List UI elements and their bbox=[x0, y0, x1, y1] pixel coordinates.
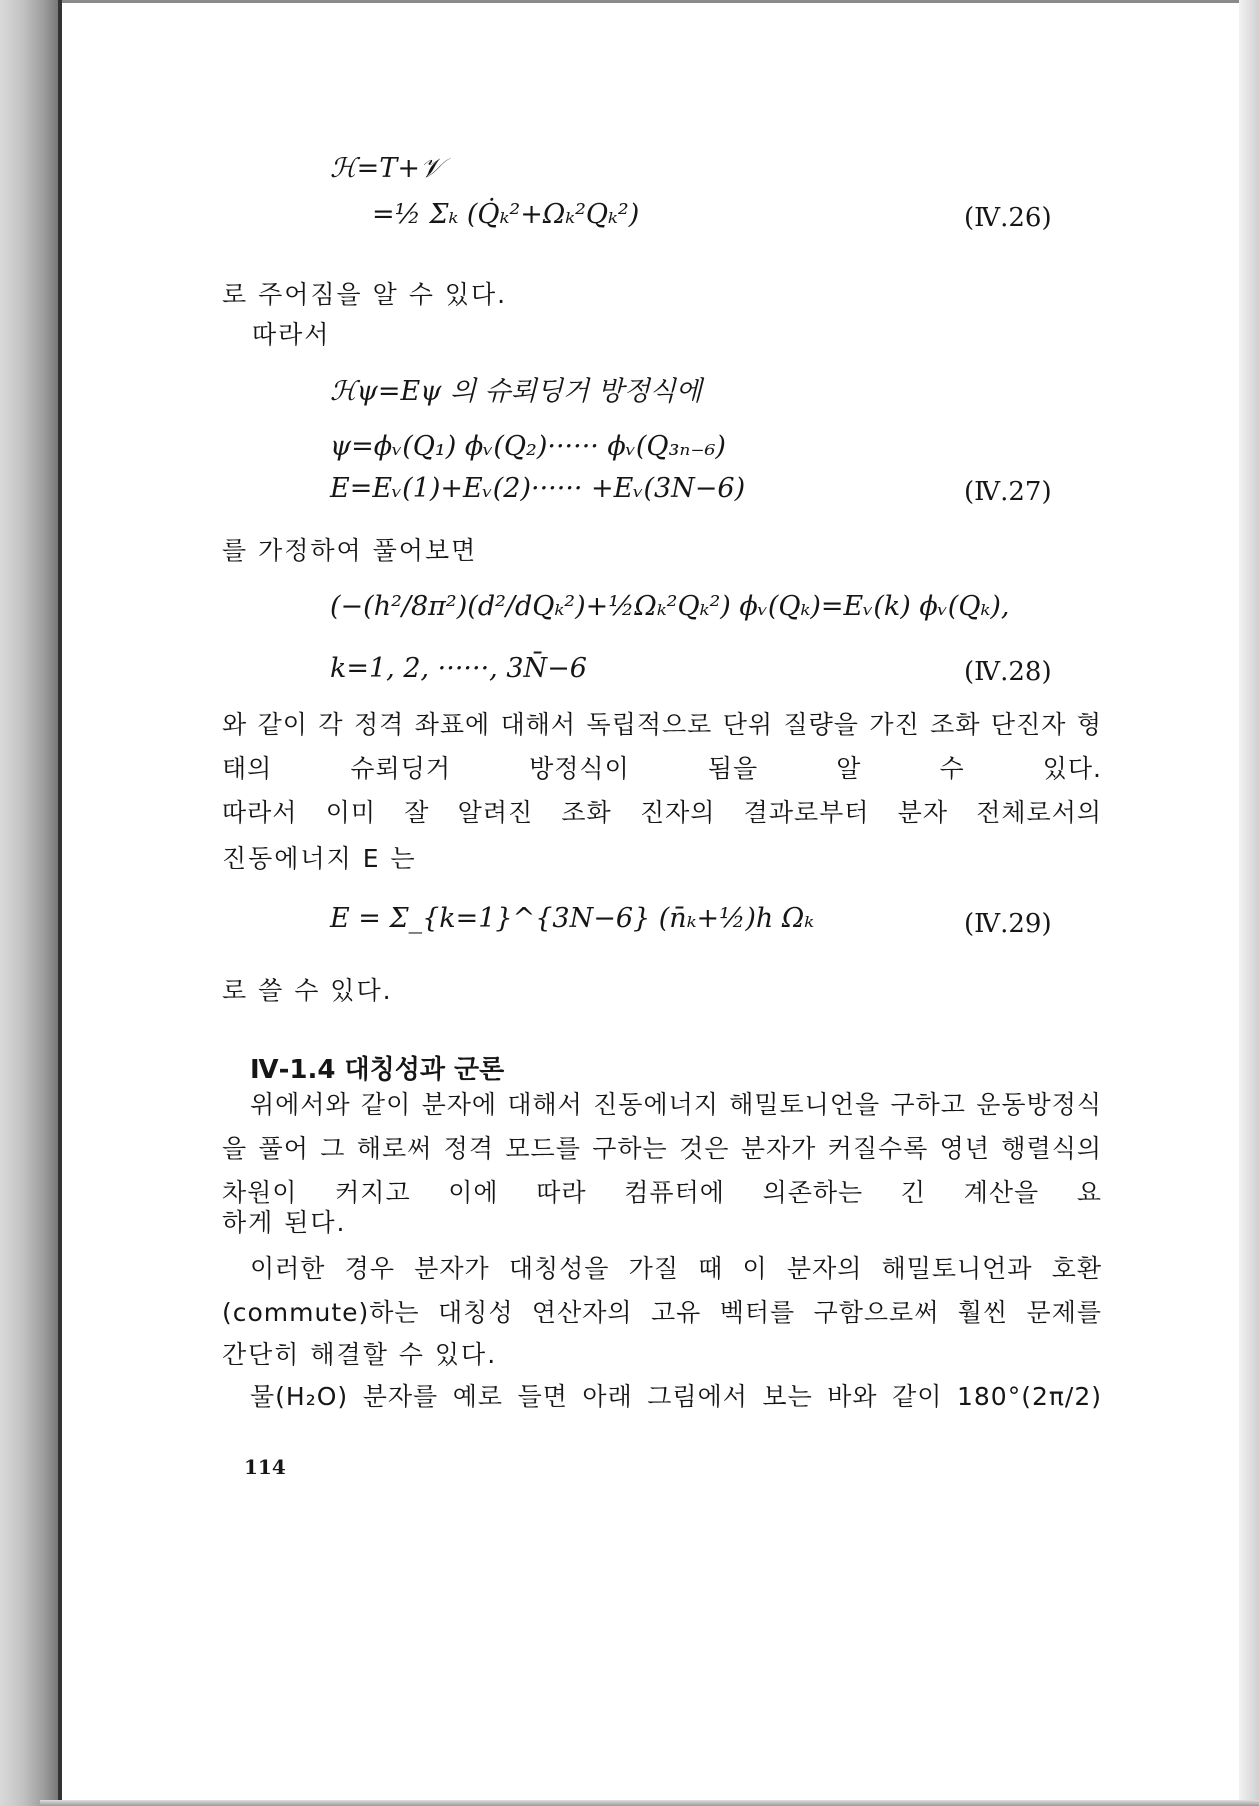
text-line-can-write: 로 쓸 수 있다. bbox=[222, 976, 393, 1005]
equation-27-line-2: E=Eᵥ(1)+Eᵥ(2)······ +Eᵥ(3N−6) bbox=[330, 473, 746, 504]
text-line-given: 로 주어짐을 알 수 있다. bbox=[222, 280, 508, 309]
equation-27-line-1: ψ=ϕᵥ(Q₁) ϕᵥ(Q₂)······ ϕᵥ(Q₃ₙ₋₆) bbox=[330, 431, 726, 462]
equation-26-line-2: =½ Σₖ (Q̇ₖ²+Ωₖ²Qₖ²) bbox=[372, 199, 640, 230]
section-paragraph-2-last: 간단히 해결할 수 있다. bbox=[222, 1340, 498, 1369]
section-heading: Ⅳ-1.4 대칭성과 군론 bbox=[250, 1055, 505, 1085]
book-page bbox=[66, 3, 1239, 1800]
section-paragraph-2: 이러한 경우 분자가 대칭성을 가질 때 이 분자의 해밀토니언과 호환(commute)하는 대칭성 연산자의 고유 벡터를 구함으로써 훨씬 문제를 bbox=[222, 1254, 1102, 1327]
equation-26-number: (Ⅳ.26) bbox=[964, 203, 1052, 233]
equation-29-number: (Ⅳ.29) bbox=[964, 909, 1052, 939]
page-number: 114 bbox=[244, 1455, 286, 1479]
equation-29: E = Σ_{k=1}^{3N−6} (n̄ₖ+½)h Ωₖ bbox=[330, 903, 815, 934]
equation-28-line-1: (−(h²/8π²)(d²/dQₖ²)+½Ωₖ²Qₖ²) ϕᵥ(Qₖ)=Eᵥ(k) ϕᵥ(Qₖ), bbox=[330, 591, 1010, 622]
section-paragraph-3: 물(H₂O) 분자를 예로 들면 아래 그림에서 보는 바와 같이 180°(2π/2) bbox=[250, 1382, 1102, 1411]
section-paragraph-1: 위에서와 같이 분자에 대해서 진동에너지 해밀토니언을 구하고 운동방정식을 풀어 그 해로써 정격 모드를 구하는 것은 분자가 커질수록 영년 행렬식의 차원이 커지고 이에 따라 컴퓨터에 의존하는 긴 계산을 요 bbox=[222, 1090, 1102, 1207]
text-line-assume: 를 가정하여 풀어보면 bbox=[222, 536, 478, 565]
paragraph-energy-line-1: 따라서 이미 잘 알려진 조화 진자의 결과로부터 분자 전체로서의 bbox=[222, 798, 1102, 827]
equation-28-number: (Ⅳ.28) bbox=[964, 657, 1052, 687]
book-right-edge bbox=[1239, 0, 1259, 1806]
book-bottom-edge bbox=[40, 1800, 1259, 1806]
paragraph-energy-line-2: 진동에너지 E 는 bbox=[222, 844, 417, 873]
book-spine-edge bbox=[0, 0, 62, 1806]
equation-26-line-1: ℋ=T+𝒱 bbox=[330, 153, 443, 184]
equation-28-line-2: k=1, 2, ······, 3N̄−6 bbox=[330, 653, 587, 684]
text-line-therefore: 따라서 bbox=[252, 320, 331, 349]
section-paragraph-1-last: 하게 된다. bbox=[222, 1208, 347, 1237]
paragraph-harmonic: 와 같이 각 정격 좌표에 대해서 독립적으로 단위 질량을 가진 조화 단진자 형태의 슈뢰딩거 방정식이 됨을 알 수 있다. bbox=[222, 710, 1102, 783]
equation-27-intro: ℋψ=Eψ 의 슈뢰딩거 방정식에 bbox=[330, 376, 702, 407]
equation-27-number: (Ⅳ.27) bbox=[964, 477, 1052, 507]
